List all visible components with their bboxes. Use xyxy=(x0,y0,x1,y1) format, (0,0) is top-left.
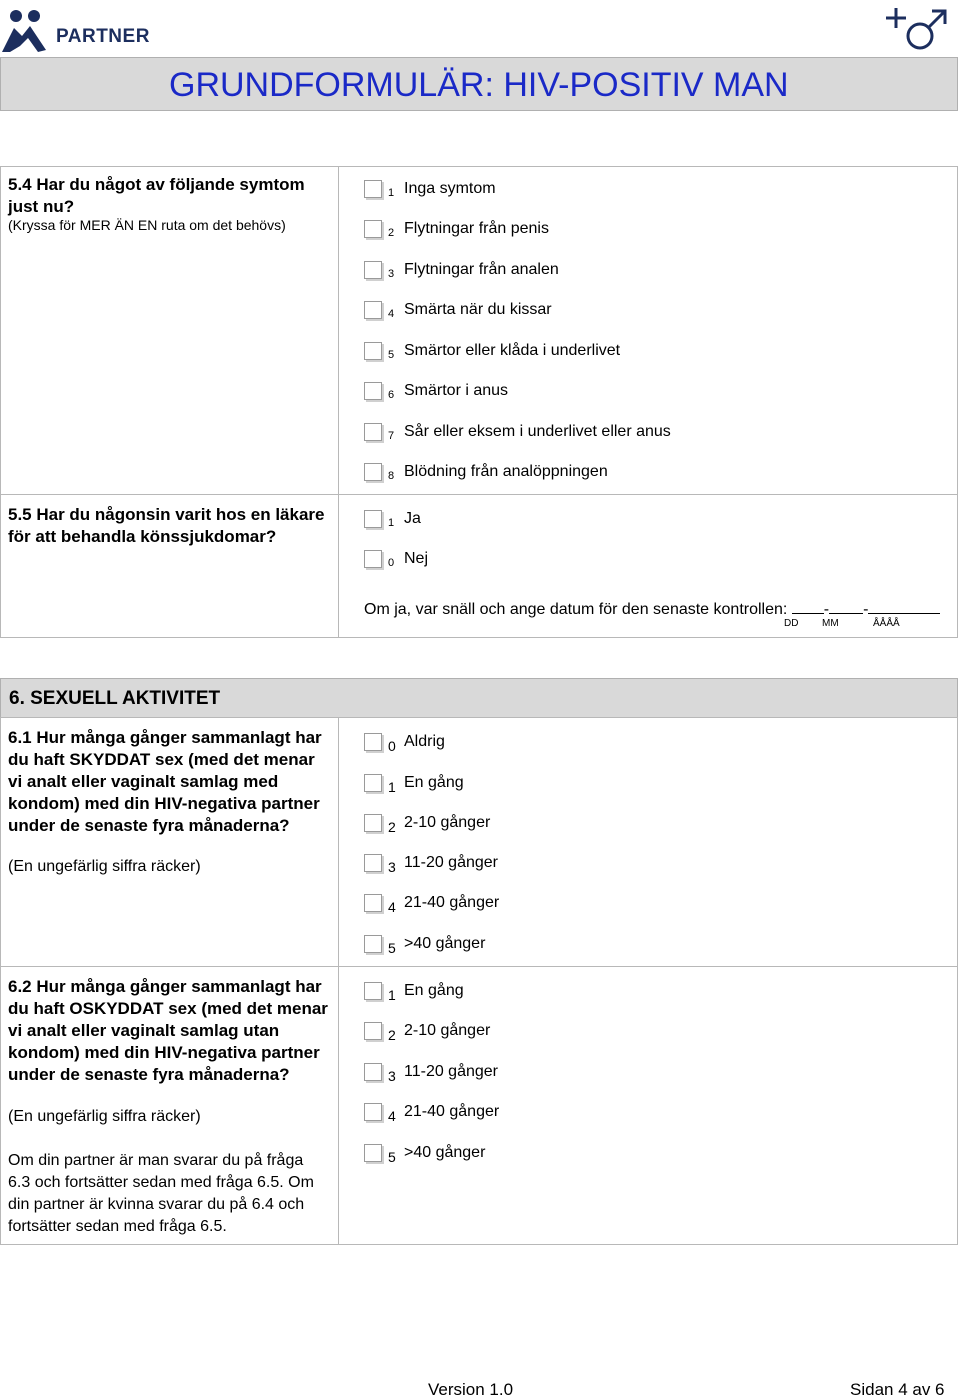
month-hint: MM xyxy=(822,618,839,629)
column-divider xyxy=(338,717,339,1245)
checkbox[interactable] xyxy=(364,220,382,238)
checkbox[interactable] xyxy=(364,982,382,1000)
checkbox[interactable] xyxy=(364,382,382,400)
checkbox[interactable] xyxy=(364,423,382,441)
q6-1-question: 6.1 Hur många gånger sammanlagt har du haft SKYDDAT sex (med det menar vi analt eller vaginalt samlag med kondom) med din HIV-negativa partner under de senaste fyra månaderna? xyxy=(8,728,322,835)
checkbox[interactable] xyxy=(364,550,382,568)
row-divider xyxy=(0,966,958,967)
column-divider xyxy=(338,166,339,638)
q5-5-question: 5.5 Har du någonsin varit hos en läkare för att behandla könssjukdomar? xyxy=(8,505,325,546)
section6-header xyxy=(0,678,958,718)
checkbox[interactable] xyxy=(364,1144,382,1162)
row-divider xyxy=(0,494,958,495)
section6-title: 6. SEXUELL AKTIVITET xyxy=(9,688,221,709)
checkbox[interactable] xyxy=(364,935,382,953)
checkbox[interactable] xyxy=(364,1022,382,1040)
page-title: GRUNDFORMULÄR: HIV-POSITIV MAN xyxy=(169,66,789,104)
checkbox[interactable] xyxy=(364,510,382,528)
checkbox[interactable] xyxy=(364,774,382,792)
checkbox[interactable] xyxy=(364,180,382,198)
q6-1-note: (En ungefärlig siffra räcker) xyxy=(8,858,201,875)
year-hint: ÅÅÅÅ xyxy=(873,618,900,629)
people-logo-icon xyxy=(0,6,60,56)
day-hint: DD xyxy=(784,618,799,629)
q6-2-note: (En ungefärlig siffra räcker) xyxy=(8,1108,201,1125)
checkbox[interactable] xyxy=(364,854,382,872)
checkbox[interactable] xyxy=(364,463,382,481)
q5-4-question: 5.4 Har du något av följande symtom just nu? xyxy=(8,175,305,216)
q6-2-routing: Om din partner är man svarar du på fråga 6.3 och fortsätter sedan med fråga 6.5. Om din partner är kvinna svarar du på 6.4 och fortsätter sedan med fråga 6.5. xyxy=(8,1152,314,1235)
gender-symbols-icon xyxy=(882,6,952,52)
checkbox[interactable] xyxy=(364,894,382,912)
checkbox[interactable] xyxy=(364,1063,382,1081)
checkbox[interactable] xyxy=(364,301,382,319)
partner-logo xyxy=(0,6,170,56)
checkbox[interactable] xyxy=(364,733,382,751)
checkbox[interactable] xyxy=(364,1103,382,1121)
q6-2-question: 6.2 Hur många gånger sammanlagt har du haft OSKYDDAT sex (med det menar vi analt eller vaginalt samlag utan kondom) med din HIV-negativa partner under de senaste fyra månaderna? xyxy=(8,977,328,1084)
checkbox[interactable] xyxy=(364,261,382,279)
date-prompt: Om ja, var snäll och ange datum för den senaste kontrollen: xyxy=(364,601,788,618)
form-title-bar xyxy=(0,57,958,111)
logo-text: PARTNER xyxy=(56,26,150,47)
page-number: Sidan 4 av 6 xyxy=(850,1380,945,1399)
checkbox[interactable] xyxy=(364,814,382,832)
version-label: Version 1.0 xyxy=(428,1380,514,1399)
month-input[interactable] xyxy=(829,599,863,614)
day-input[interactable] xyxy=(792,599,824,614)
date-of-last-check: Om ja, var snäll och ange datum för den senaste kontrollen: - - xyxy=(364,599,940,619)
year-input[interactable] xyxy=(868,599,940,614)
q5-4-instruction: (Kryssa för MER ÄN EN ruta om det behövs) xyxy=(8,217,286,233)
checkbox[interactable] xyxy=(364,342,382,360)
